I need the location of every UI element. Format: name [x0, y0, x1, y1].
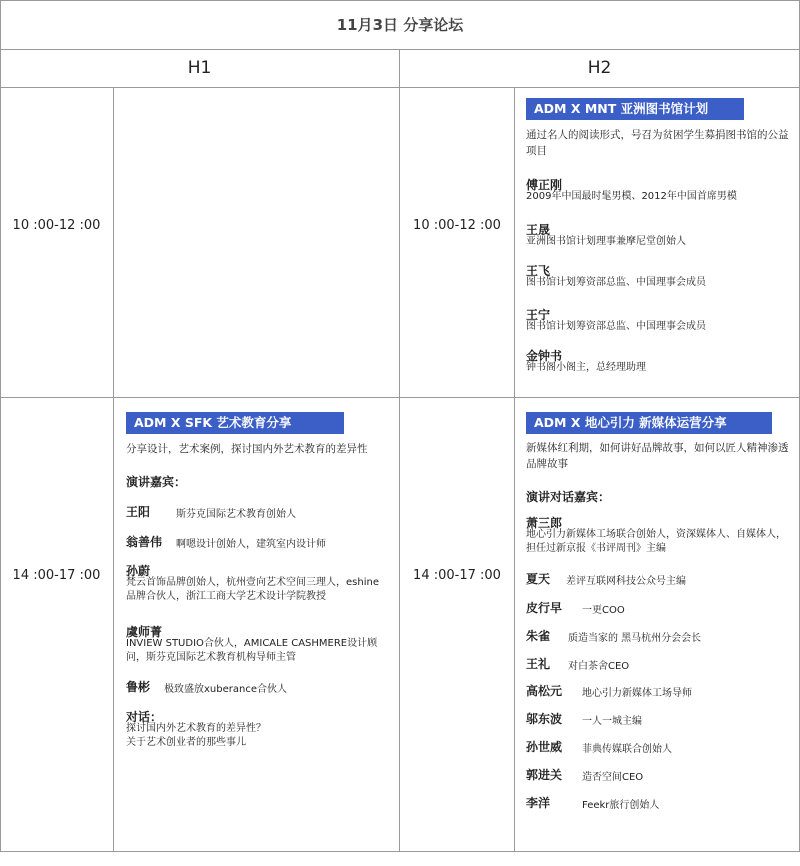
speaker-role: 2009年中国最时髦男模、2012年中国首席男模	[526, 191, 737, 202]
time-slot: 10 :00-12 :00	[12, 218, 101, 233]
session-description: 新媒体红利期，如何讲好品牌故事，如何以匠人精神渗透品牌故事	[526, 442, 789, 470]
time-slot: 10 :00-12 :00	[413, 218, 501, 233]
speaker-name: 翁善伟	[126, 535, 163, 549]
session-banner: ADM X SFK 艺术教育分享	[126, 412, 344, 434]
grid-line-left	[0, 0, 1, 852]
grid-line-header-bottom	[0, 87, 800, 88]
speaker-role: 对白茶舍CEO	[568, 661, 630, 672]
dialogue-topic: 关于艺术创业者的那些事儿	[126, 737, 246, 748]
session-banner: ADM X MNT 亚洲图书馆计划	[526, 98, 744, 120]
speaker-name: 虞师菁	[126, 625, 163, 639]
speaker-name: 金钟书	[526, 349, 563, 363]
dialogue-topic: 探讨国内外艺术教育的差异性？	[126, 723, 266, 734]
speaker-name: 李洋	[526, 796, 551, 810]
speaker-name: 孙蔚	[126, 564, 151, 578]
speaker-name: 王阳	[126, 505, 151, 519]
speaker-name: 夏天	[526, 572, 551, 586]
speaker-role: 质造当家的 黑马杭州分会会长	[568, 633, 702, 644]
speaker-name: 郭进关	[526, 768, 563, 782]
speaker-role: Feekr旅行创始人	[582, 800, 660, 811]
speaker-name: 王飞	[526, 264, 551, 278]
speaker-role: 亚洲图书馆计划理事兼摩尼堂创始人	[526, 236, 686, 247]
speaker-role: 图书馆计划筹资部总监、中国理事会成员	[526, 321, 706, 332]
grid-line-h1-time	[113, 87, 114, 852]
speaker-role: 一人一城主编	[582, 716, 642, 727]
page-title: 11月3日 分享论坛	[336, 16, 464, 34]
session-banner: ADM X 地心引力 新媒体运营分享	[526, 412, 772, 434]
speaker-name: 傅正刚	[526, 178, 563, 192]
speaker-role: 造否空间CEO	[582, 772, 644, 783]
speaker-role: 梵云首饰品牌创始人，杭州壹向艺术空间三理人，eshine品牌合伙人，浙江工商大学艺术设计学院教授	[126, 577, 379, 602]
grid-line-row1-bottom	[0, 397, 800, 398]
speaker-name: 萧三郎	[526, 516, 563, 530]
guests-heading: 演讲对话嘉宾：	[526, 490, 611, 504]
column-header-h1: H1	[187, 58, 212, 78]
speaker-role: 菲典传媒联合创始人	[582, 744, 672, 755]
speaker-name: 孙世威	[526, 740, 563, 754]
speaker-name: 朱雀	[526, 629, 551, 643]
speaker-role: 斯芬克国际艺术教育创始人	[176, 509, 296, 520]
speaker-name: 王礼	[526, 657, 551, 671]
time-slot: 14 :00-17 :00	[12, 568, 101, 583]
speaker-role: 钟书阁小阁主，总经理助理	[526, 362, 646, 373]
column-header-h2: H2	[587, 58, 612, 78]
speaker-name: 皮行早	[526, 601, 563, 615]
speaker-role: 一更COO	[582, 605, 625, 616]
speaker-role: 差评互联网科技公众号主编	[566, 576, 686, 587]
session-description: 通过名人的阅读形式，号召为贫困学生募捐图书馆的公益项目	[526, 129, 789, 157]
speaker-role: 地心引力新媒体工场导师	[582, 688, 692, 699]
speaker-role: INVIEW STUDIO合伙人，AMICALE CASHMERE设计顾问，斯芬克国际艺术教育机构导师主管	[126, 638, 378, 663]
session-description: 分享设计，艺术案例，探讨国内外艺术教育的差异性	[126, 443, 368, 455]
time-slot: 14 :00-17 :00	[413, 568, 501, 583]
speaker-name: 王晟	[526, 223, 551, 237]
speaker-name: 鲁彬	[126, 680, 151, 694]
speaker-role: 极致盛放xuberance合伙人	[164, 684, 287, 695]
grid-line-h2-time	[514, 87, 515, 852]
grid-line-mid	[399, 49, 400, 852]
speaker-name: 王宁	[526, 308, 551, 322]
speaker-role: 地心引力新媒体工场联合创始人，资深媒体人、自媒体人，担任过新京报《书评周刊》主编	[526, 529, 786, 554]
grid-line-bottom	[0, 851, 800, 852]
speaker-role: 啊嗯设计创始人，建筑室内设计师	[176, 539, 326, 550]
speaker-name: 邬东波	[526, 712, 563, 726]
speaker-name: 高松元	[526, 684, 563, 698]
guests-heading: 演讲嘉宾：	[126, 475, 187, 489]
dialogue-heading: 对话：	[126, 710, 163, 724]
speaker-role: 图书馆计划筹资部总监、中国理事会成员	[526, 277, 706, 288]
